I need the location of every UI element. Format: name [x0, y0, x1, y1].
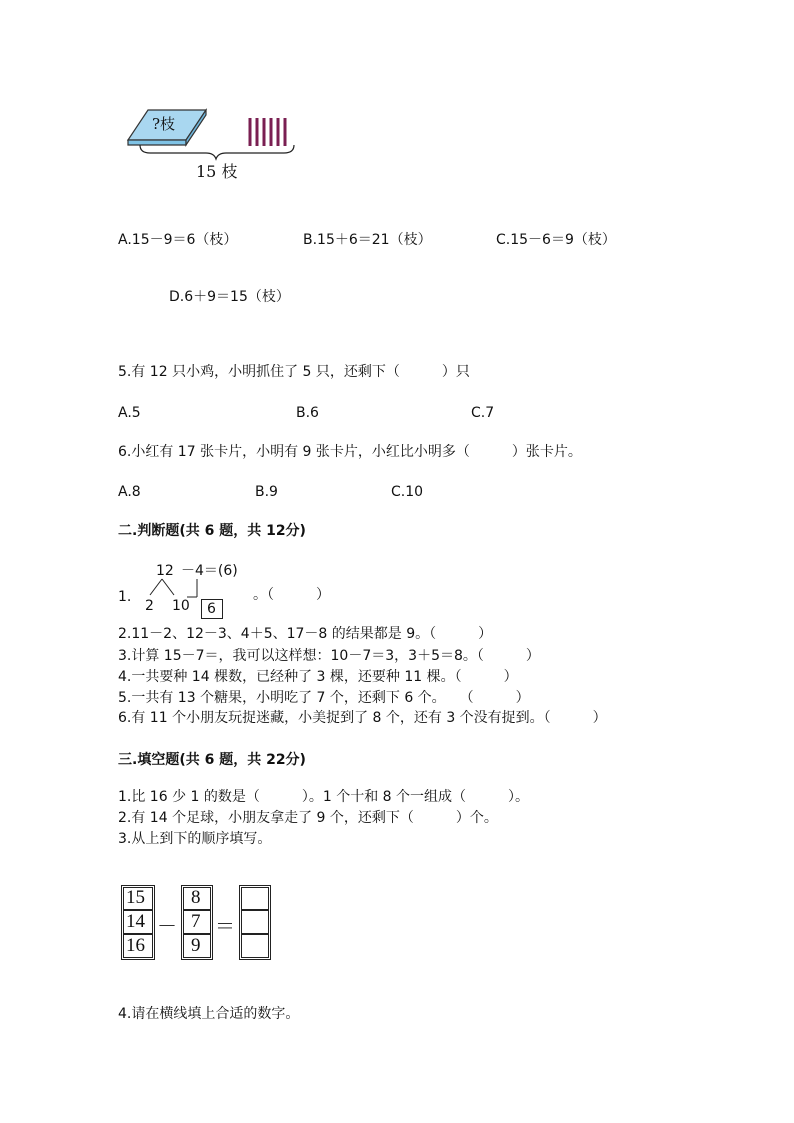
q6-option-a: A.8 — [118, 484, 141, 500]
grid-minus-sign: － — [157, 916, 177, 938]
s2-q1-rest: －4＝(6) — [181, 563, 238, 579]
q5-option-c: C.7 — [471, 405, 495, 421]
grid-answer-cell-2[interactable] — [241, 910, 269, 934]
s2-q1-num: 1. — [118, 589, 132, 605]
s2-item-3: 3.计算 15－7＝，我可以这样想：10－7＝3，3＋5＝8。（ ） — [118, 648, 540, 664]
s2-q1-tail: 。（ ） — [253, 587, 330, 603]
q6-option-b: B.9 — [255, 484, 278, 500]
q4-option-b: B.15＋6＝21（枝） — [303, 232, 432, 248]
total-label: 15 枝 — [196, 162, 238, 181]
grid-left-value-1: 15 — [126, 887, 145, 908]
section3-title: 三.填空题(共 6 题，共 22分) — [118, 752, 306, 768]
s3-item-2: 2.有 14 个足球，小朋友拿走了 9 个，还剩下（ ）个。 — [118, 810, 498, 826]
q6-stem: 6.小红有 17 张卡片，小明有 9 张卡片，小红比小明多（ ）张卡片。 — [118, 444, 582, 460]
grid-right-value-2: 7 — [191, 911, 201, 932]
grid-right-value-3: 9 — [191, 935, 201, 956]
s2-item-4: 4.一共要种 14 棵数，已经种了 3 棵，还要种 11 棵。（ ） — [118, 669, 518, 685]
grid-answer-cell-1[interactable] — [241, 887, 269, 910]
q5-option-a: A.5 — [118, 405, 141, 421]
s2-item-2: 2.11－2、12－3、4＋5、17－8 的结果都是 9。（ ） — [118, 626, 493, 642]
s2-q1-part1: 2 — [145, 598, 154, 614]
section2-title: 二.判断题(共 6 题，共 12分) — [118, 523, 306, 539]
s2-item-5: 5.一共有 13 个糖果，小明吃了 7 个，还剩下 6 个。 （ ） — [118, 690, 530, 706]
grid-right-value-1: 8 — [191, 887, 201, 908]
grid-left-value-3: 16 — [126, 935, 145, 956]
book-front-face — [128, 140, 186, 145]
q4-option-d: D.6＋9＝15（枝） — [169, 289, 290, 305]
q6-option-c: C.10 — [391, 484, 424, 500]
pencils — [250, 118, 285, 146]
s2-q1-part2: 10 — [172, 598, 190, 614]
s3-item-1: 1.比 16 少 1 的数是（ ）。1 个十和 8 个一组成（ ）。 — [118, 789, 530, 805]
grid-answer-cell-3[interactable] — [241, 934, 269, 958]
s2-q1-boxed-value: 6 — [207, 601, 216, 617]
q4-option-a: A.15－9＝6（枝） — [118, 232, 238, 248]
grid-left-value-2: 14 — [126, 911, 145, 932]
s2-item-6: 6.有 11 个小朋友玩捉迷藏，小美捉到了 8 个，还有 3 个没有捉到。（ ） — [118, 710, 607, 726]
q5-option-b: B.6 — [296, 405, 319, 421]
q4-option-c: C.15－6＝9（枝） — [496, 232, 616, 248]
q5-stem: 5.有 12 只小鸡，小明抓住了 5 只，还剩下（ ）只 — [118, 364, 470, 380]
total-brace — [140, 145, 294, 159]
book-label: ?枝 — [152, 115, 176, 133]
s3-item-4: 4.请在横线填上合适的数字。 — [118, 1006, 300, 1022]
grid-equals-sign: ＝ — [215, 916, 235, 938]
s3-item-3: 3.从上到下的顺序填写。 — [118, 831, 272, 847]
s2-q1-minuend: 12 — [156, 563, 174, 579]
